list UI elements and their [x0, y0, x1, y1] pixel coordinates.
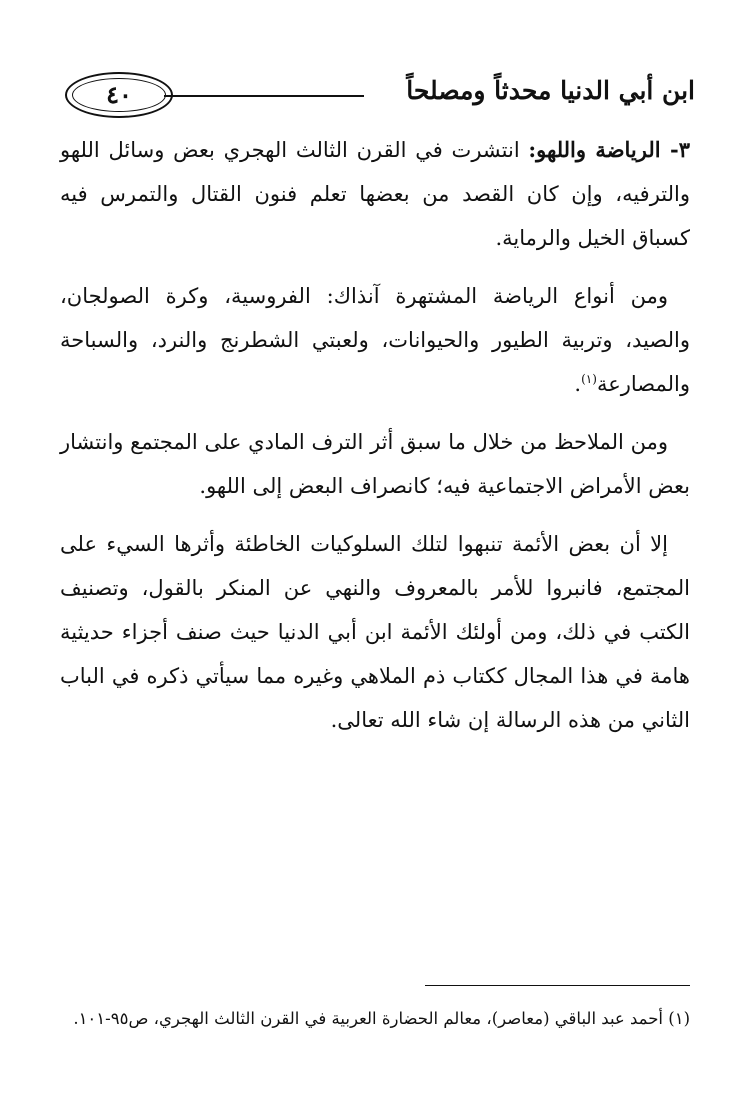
paragraph-text: ومن أنواع الرياضة المشتهرة آنذاك: الفروسية، وكرة الصولجان، والصيد، وتربية الطيور والحيوانات، ولعبتي الشطرنج والنرد، والسباحة والمصارعة: [60, 284, 690, 396]
header-rule: [164, 95, 364, 97]
page-number: ٤٠: [106, 80, 132, 109]
section-heading: ٣- الرياضة واللهو:: [528, 137, 690, 162]
main-text: [60, 128, 690, 756]
paragraph-text: انتشرت في القرن الثالث الهجري بعض وسائل اللهو والترفيه، وإن كان القصد من بعضها تعلم فنون القتال والتمرس فيه كسباق الخيل والرماية.: [60, 138, 690, 250]
footnote-reference: (١): [581, 372, 597, 386]
footnote-rule: [425, 985, 690, 986]
paragraph-luxury-effect: ومن الملاحظ من خلال ما سبق أثر الترف المادي على المجتمع وانتشار بعض الأمراض الاجتماعية فيه؛ كانصراف البعض إلى اللهو.: [60, 430, 690, 498]
paragraph-sports-entertainment: [60, 128, 690, 260]
running-title: ابن أبي الدنيا محدثاً ومصلحاً: [406, 76, 695, 105]
paragraph-imams-response: إلا أن بعض الأئمة تنبهوا لتلك السلوكيات الخاطئة وأثرها السيء على المجتمع، فانبروا للأمر بالمعروف والنهي عن المنكر بالقول، وتصنيف الكتب في ذلك، ومن أولئك الأئمة ابن أبي الدنيا حيث صنف أجزاء حديثية هامة في هذا المجال ككتاب ذم الملاهي وغيره مما سيأتي ذكره في الباب الثاني من هذه الرسالة إن شاء الله تعالى.: [60, 532, 690, 732]
paragraph-sport-types: [60, 274, 690, 406]
page-header: [50, 70, 695, 128]
paragraph-end: .: [574, 372, 582, 396]
footnote: (١) أحمد عبد الباقي (معاصر)، معالم الحضارة العربية في القرن الثالث الهجري، ص٩٥-١٠١.: [73, 1009, 690, 1028]
